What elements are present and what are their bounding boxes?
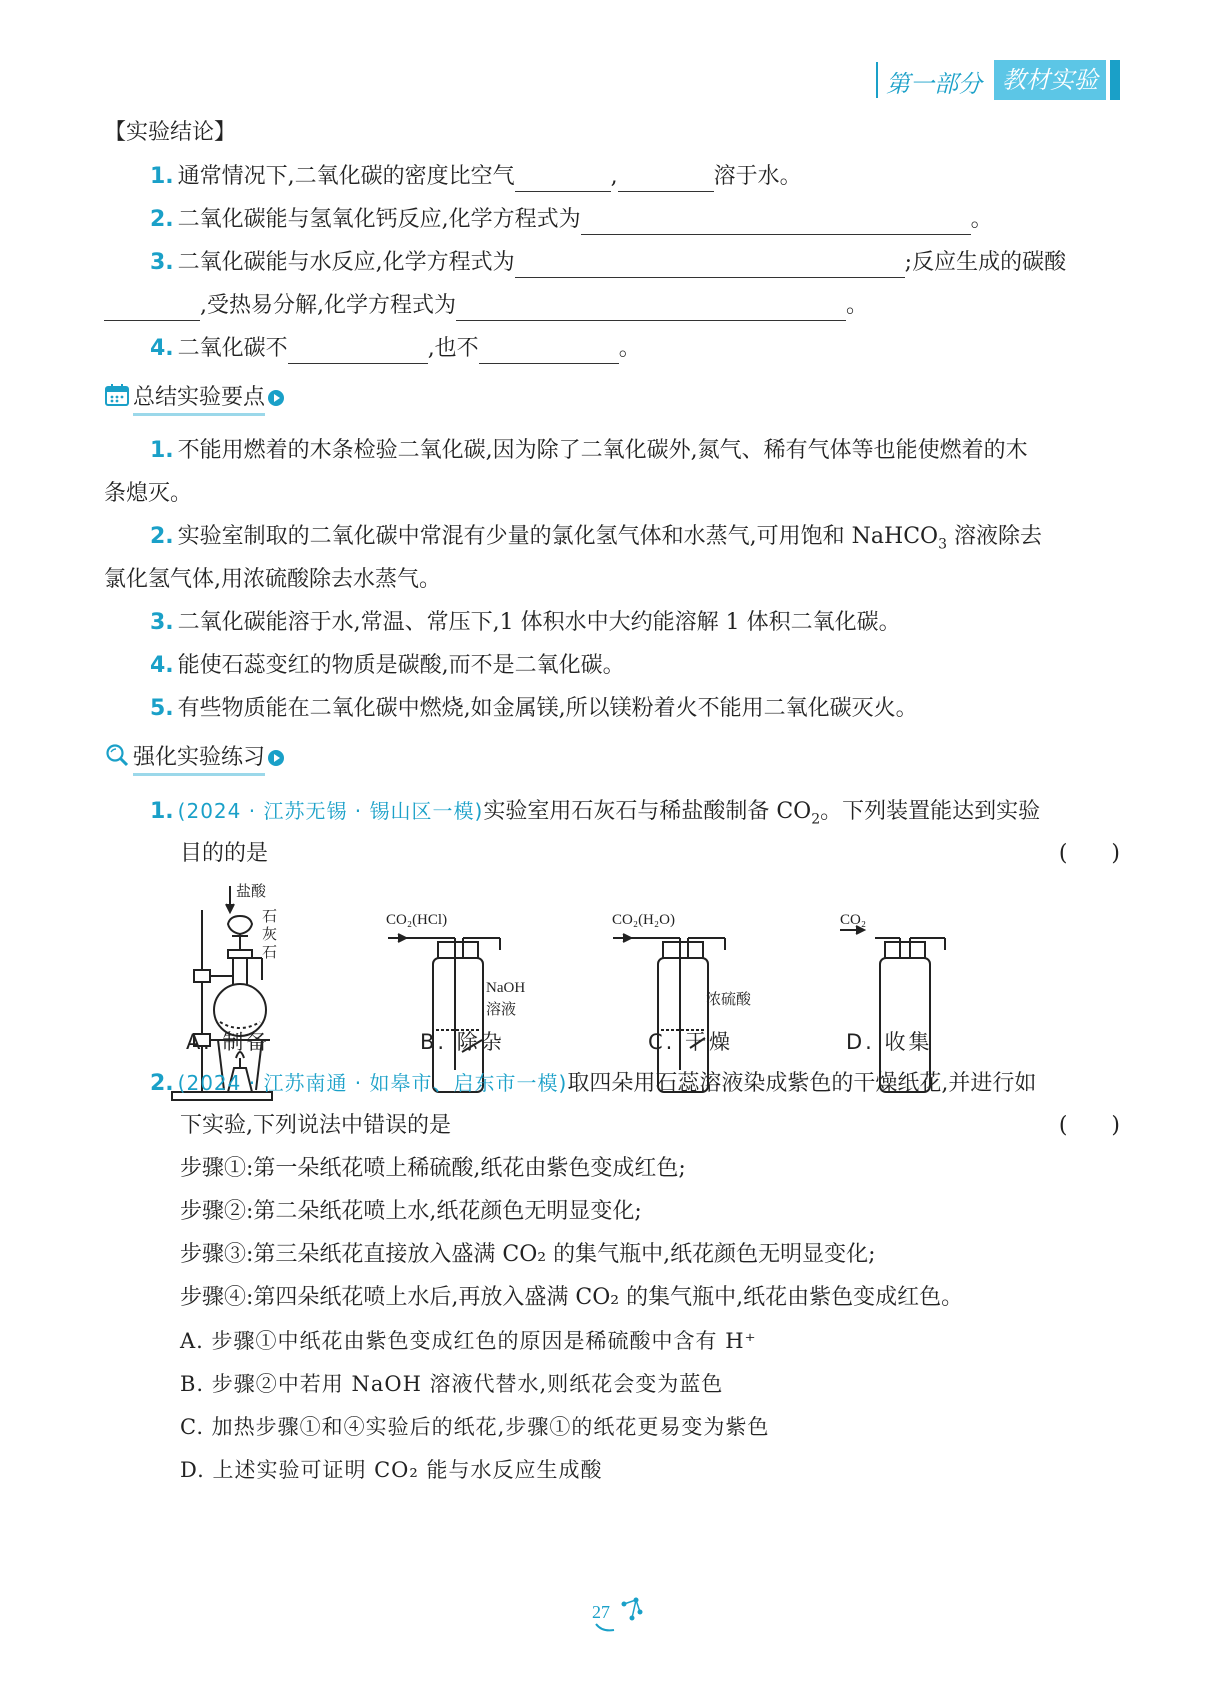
answer-parentheses[interactable]: ( ) xyxy=(1058,841,1120,866)
page-number-badge xyxy=(590,1594,646,1634)
magnifier-icon xyxy=(104,742,130,774)
answer-blank[interactable] xyxy=(288,341,428,364)
summary-item-1-cont: 条熄灭。 xyxy=(104,481,193,506)
conclusion-item-1 xyxy=(150,162,802,192)
question-number: 2. xyxy=(150,1071,174,1096)
item-number: 2. xyxy=(150,207,174,232)
label-limestone: 石灰石 xyxy=(262,909,278,961)
answer-blank[interactable] xyxy=(515,169,611,192)
item-text: 溶液除去 xyxy=(947,524,1043,549)
answer-blank[interactable] xyxy=(104,298,200,321)
conclusion-item-2 xyxy=(150,205,993,235)
item-text: 二氧化碳能与氢氧化钙反应,化学方程式为 xyxy=(177,207,581,232)
item-text: 实验室制取的二氧化碳中常混有少量的氯化氢气体和水蒸气,可用饱和 NaHCO xyxy=(177,524,939,549)
item-text: 通常情况下,二氧化碳的密度比空气 xyxy=(177,164,515,189)
option-caption-b: B. 除杂 xyxy=(420,1030,505,1054)
question-2 xyxy=(150,1068,1036,1099)
item-number: 2. xyxy=(150,524,174,549)
item-text: 有些物质能在二氧化碳中燃烧,如金属镁,所以镁粉着火不能用二氧化碳灭火。 xyxy=(177,696,918,721)
question-2-cont: 下实验,下列说法中错误的是 xyxy=(180,1113,451,1138)
option-a[interactable]: A. 步骤①中纸花由紫色变成红色的原因是稀硫酸中含有 H⁺ xyxy=(180,1329,757,1353)
label-c-gas: CO₂(H₂O) xyxy=(612,912,675,928)
label-d-gas: CO₂ xyxy=(840,912,867,928)
item-text: 。 xyxy=(846,293,869,318)
label-b-gas: CO₂(HCl) xyxy=(386,912,448,928)
option-c[interactable]: C. 加热步骤①和④实验后的纸花,步骤①的纸花更易变为紫色 xyxy=(180,1415,770,1439)
item-text: 溶于水。 xyxy=(713,164,802,189)
calendar-icon xyxy=(104,383,130,413)
conclusion-title: 【实验结论】 xyxy=(104,120,237,145)
label-acid: 盐酸 xyxy=(236,884,267,900)
item-text: 不能用燃着的木条检验二氧化碳,因为除了二氧化碳外,氮气、稀有气体等也能使燃着的木 xyxy=(177,438,1028,463)
header-bar xyxy=(1110,60,1120,100)
conclusion-item-4 xyxy=(150,334,641,364)
item-number: 5. xyxy=(150,696,174,721)
subscript: 3 xyxy=(938,536,948,553)
option-b[interactable]: B. 步骤②中若用 NaOH 溶液代替水,则纸花会变为蓝色 xyxy=(180,1372,724,1396)
summary-item-5 xyxy=(150,694,918,724)
item-text: ,也不 xyxy=(427,336,479,361)
item-text: 二氧化碳不 xyxy=(177,336,288,361)
answer-blank[interactable] xyxy=(479,341,619,364)
answer-blank[interactable] xyxy=(581,212,971,235)
summary-item-1 xyxy=(150,436,1028,466)
answer-blank[interactable] xyxy=(618,169,714,192)
conclusion-item-3 xyxy=(150,248,1066,278)
question-source: (2024 · 江苏南通 · 如皋市、启东市一模) xyxy=(177,1071,568,1095)
step-1: 步骤①:第一朵纸花喷上稀硫酸,纸花由紫色变成红色; xyxy=(180,1156,686,1181)
option-caption-c: C. 干燥 xyxy=(648,1030,734,1054)
summary-item-3 xyxy=(150,608,901,638)
question-1-cont: 目的的是 xyxy=(180,841,269,866)
option-caption-a: A. 制备 xyxy=(186,1030,271,1054)
practice-heading xyxy=(104,740,284,776)
item-number: 1. xyxy=(150,438,174,463)
item-number: 3. xyxy=(150,610,174,635)
step-4: 步骤④:第四朵纸花喷上水后,再放入盛满 CO₂ 的集气瓶中,纸花由紫色变成红色。 xyxy=(180,1285,964,1310)
question-text: 。下列装置能达到实验 xyxy=(820,799,1041,824)
item-text: , xyxy=(610,164,618,189)
answer-blank[interactable] xyxy=(515,255,905,278)
item-number: 4. xyxy=(150,653,174,678)
subscript: 2 xyxy=(811,811,821,828)
question-text: 实验室用石灰石与稀盐酸制备 CO xyxy=(483,799,812,824)
play-icon xyxy=(268,390,284,406)
item-text: 。 xyxy=(618,336,641,361)
option-caption-d: D. 收集 xyxy=(846,1030,933,1054)
label-b-solution-2: 溶液 xyxy=(486,1002,517,1018)
answer-blank[interactable] xyxy=(456,298,846,321)
question-source: (2024 · 江苏无锡 · 锡山区一模) xyxy=(177,799,484,823)
play-icon xyxy=(268,750,284,766)
label-c-solution: 浓硫酸 xyxy=(706,992,752,1008)
step-3: 步骤③:第三朵纸花直接放入盛满 CO₂ 的集气瓶中,纸花颜色无明显变化; xyxy=(180,1242,876,1267)
item-text: ;反应生成的碳酸 xyxy=(904,250,1067,275)
item-text: 。 xyxy=(970,207,993,232)
header-divider xyxy=(876,62,878,98)
page-number: 27 xyxy=(592,1602,610,1622)
item-text: 二氧化碳能与水反应,化学方程式为 xyxy=(177,250,515,275)
item-text: 能使石蕊变红的物质是碳酸,而不是二氧化碳。 xyxy=(177,653,625,678)
summary-item-4 xyxy=(150,651,625,681)
summary-item-2-cont: 氯化氢气体,用浓硫酸除去水蒸气。 xyxy=(104,567,441,592)
summary-item-2 xyxy=(150,522,1042,559)
item-text: ,受热易分解,化学方程式为 xyxy=(200,293,456,318)
conclusion-item-3-cont xyxy=(104,291,868,321)
question-1 xyxy=(150,796,1040,834)
option-d[interactable]: D. 上述实验可证明 CO₂ 能与水反应生成酸 xyxy=(180,1458,603,1482)
step-2: 步骤②:第二朵纸花喷上水,纸花颜色无明显变化; xyxy=(180,1199,642,1224)
summary-heading xyxy=(104,380,284,416)
header-section: 教材实验 xyxy=(994,60,1106,100)
question-number: 1. xyxy=(150,799,174,824)
header-part: 第一部分 xyxy=(886,70,982,98)
answer-parentheses[interactable]: ( ) xyxy=(1058,1113,1120,1138)
item-number: 3. xyxy=(150,250,174,275)
label-b-solution: NaOH xyxy=(486,980,526,996)
summary-heading-text: 总结实验要点 xyxy=(133,380,265,416)
item-text: 二氧化碳能溶于水,常温、常压下,1 体积水中大约能溶解 1 体积二氧化碳。 xyxy=(177,610,901,635)
item-number: 4. xyxy=(150,336,174,361)
item-number: 1. xyxy=(150,164,174,189)
practice-heading-text: 强化实验练习 xyxy=(133,740,265,776)
question-text: 取四朵用石蕊溶液染成紫色的干燥纸花,并进行如 xyxy=(567,1071,1037,1096)
